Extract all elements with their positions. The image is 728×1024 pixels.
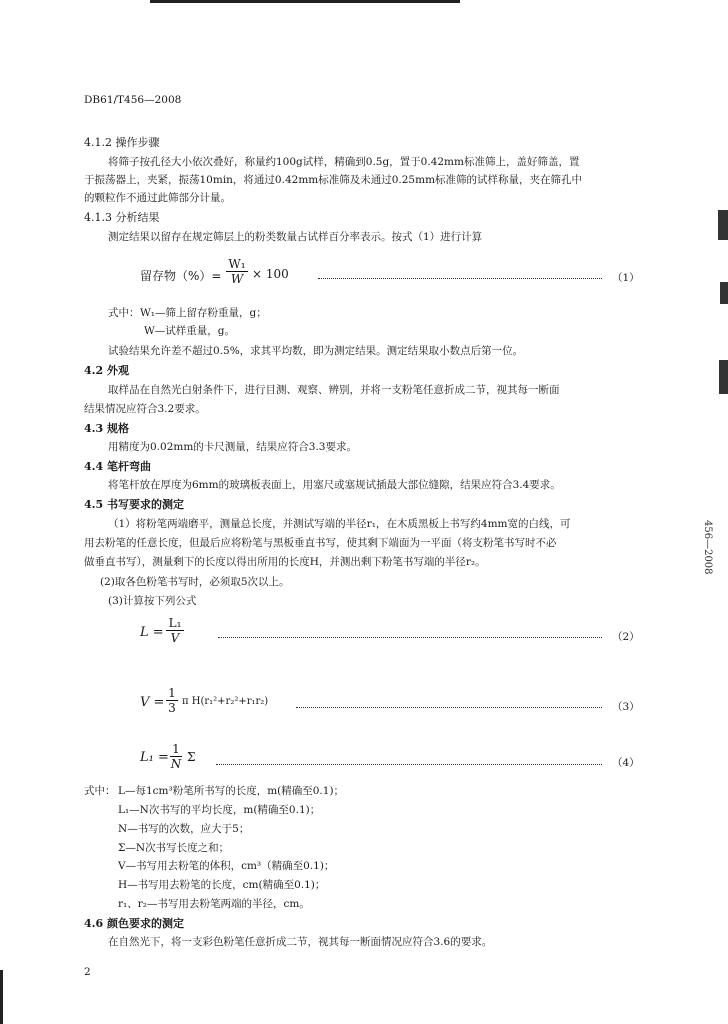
- heading-4-6: 4.6 颜色要求的测定: [84, 917, 184, 930]
- page-number: 2: [84, 966, 91, 978]
- formula-2-denominator: V: [170, 631, 180, 645]
- text-line: （1）将粉笔两端磨平，测量总长度，并测试写端的半径r₁，在木质黑板上书写约4mm宽的白线，可: [108, 518, 571, 530]
- formula-4-rhs: Σ: [187, 750, 196, 764]
- where-item: W—试样重量，g。: [144, 325, 236, 337]
- scan-artifact-right-3: [719, 360, 728, 394]
- equation-number-1: （1）: [612, 272, 640, 284]
- text-line: 于振荡器上，夹紧，振荡10min，将通过0.42mm标准筛及未通过0.25mm标准筛的试样称量，夹在筛孔中: [84, 174, 583, 186]
- scan-artifact-right-2: [720, 282, 728, 304]
- heading-4-1-3: 4.1.3 分析结果: [84, 211, 160, 224]
- heading-4-5: 4.5 书写要求的测定: [84, 498, 184, 511]
- margin-right-text: 456—2008: [702, 520, 713, 575]
- formula-2-fraction: [166, 616, 184, 645]
- where-item: L₁—N次书写的平均长度，m(精确至0.1)；: [118, 804, 321, 816]
- formula-1-rhs: × 100: [252, 267, 289, 281]
- text-line: 做垂直书写），测量剩下的长度以得出所用的长度H，并测出剩下粉笔书写端的半径r₂。: [84, 556, 486, 568]
- formula-3-numerator: 1: [166, 686, 178, 701]
- formula-4-fraction: [170, 742, 182, 771]
- formula-2-lhs: L =: [140, 625, 164, 640]
- formula-4-denominator: N: [170, 757, 182, 771]
- where-item: r₁、r₂—书写用去粉笔两端的半径，cm。: [118, 898, 310, 910]
- text-line: 试验结果允许差不超过0.5%，求其平均数，即为测定结果。测定结果取小数点后第一位。: [108, 345, 524, 357]
- formula-4-numerator: 1: [170, 742, 182, 757]
- equation-number-3: （3）: [612, 701, 640, 713]
- heading-4-2: 4.2 外观: [84, 364, 129, 377]
- heading-4-4: 4.4 笔杆弯曲: [84, 460, 151, 473]
- heading-4-3: 4.3 规格: [84, 422, 129, 435]
- where-item: W₁—筛上留存粉重量，g；: [140, 307, 267, 319]
- scan-artifact-left: [0, 970, 3, 1024]
- leader-dots: [296, 707, 602, 708]
- leader-dots: [218, 637, 602, 638]
- where-item: Σ—N次书写长度之和；: [118, 842, 230, 854]
- text-line: 用去粉笔的任意长度，但最后应将粉笔与黑板垂直书写，使其剩下端面为一平面（将支粉笔书写时不必: [84, 537, 557, 549]
- formula-3-fraction: [166, 686, 178, 715]
- heading-4-1-2: 4.1.2 操作步骤: [84, 136, 160, 149]
- equation-number-2: （2）: [612, 631, 640, 643]
- formula-4-lhs: L₁ =: [140, 750, 169, 765]
- where-item: N—书写的次数，应大于5；: [118, 823, 250, 835]
- formula-1-fraction: [226, 257, 248, 286]
- scan-artifact-top: [150, 0, 460, 3]
- where-label: 式中：: [84, 785, 116, 797]
- text-line: 用精度为0.02mm的卡尺测量，结果应符合3.3要求。: [108, 441, 357, 453]
- text-line: (3)计算按下列公式: [108, 595, 197, 607]
- text-line: 在自然光下，将一支彩色粉笔任意折成二节，视其每一断面情况应符合3.6的要求。: [108, 936, 493, 948]
- text-line: 将笔杆放在厚度为6mm的玻璃板表面上，用塞尺或塞规试插最大部位缝隙，结果应符合3.4要求。: [108, 479, 561, 491]
- equation-number-4: （4）: [612, 757, 640, 769]
- leader-dots: [318, 278, 602, 279]
- where-item: H—书写用去粉笔的长度，cm(精确至0.1)；: [118, 879, 326, 891]
- doc-id: DB61/T456—2008: [84, 94, 182, 106]
- formula-2-numerator: L₁: [166, 616, 184, 631]
- where-item: L—每1cm³粉笔所书写的长度，m(精确至0.1)；: [118, 785, 345, 797]
- formula-3-rhs: π H(r₁²+r₂²+r₁r₂): [182, 696, 269, 707]
- formula-1-numerator: W₁: [226, 257, 248, 272]
- text-line: 取样品在自然光白射条件下，进行目测、观察、辨别，并将一支粉笔任意折成二节，视其每一断面: [108, 384, 560, 396]
- text-line: 的颗粒作不通过此筛部分计量。: [84, 192, 231, 204]
- formula-3-denominator: 3: [168, 701, 176, 715]
- formula-1-denominator: W: [230, 272, 244, 286]
- text-line: 结果情况应符合3.2要求。: [84, 403, 206, 415]
- leader-dots: [216, 764, 602, 765]
- scan-artifact-right-1: [718, 210, 728, 240]
- formula-3-lhs: V =: [140, 695, 165, 710]
- where-item: V—书写用去粉笔的体积，cm³（精确至0.1)；: [118, 860, 335, 872]
- formula-1-lhs: 留存物（%）=: [140, 269, 222, 283]
- text-line: 测定结果以留存在规定筛层上的粉类数量占试样百分率表示。按式（1）进行计算: [108, 231, 483, 243]
- text-line: 将筛子按孔径大小依次叠好，称量约100g试样，精确到0.5g，置于0.42mm标准筛上，盖好筛盖，置: [108, 156, 580, 168]
- text-line: (2)取各色粉笔书写时，必须取5次以上。: [100, 576, 290, 588]
- where-label: 式中：: [108, 307, 140, 319]
